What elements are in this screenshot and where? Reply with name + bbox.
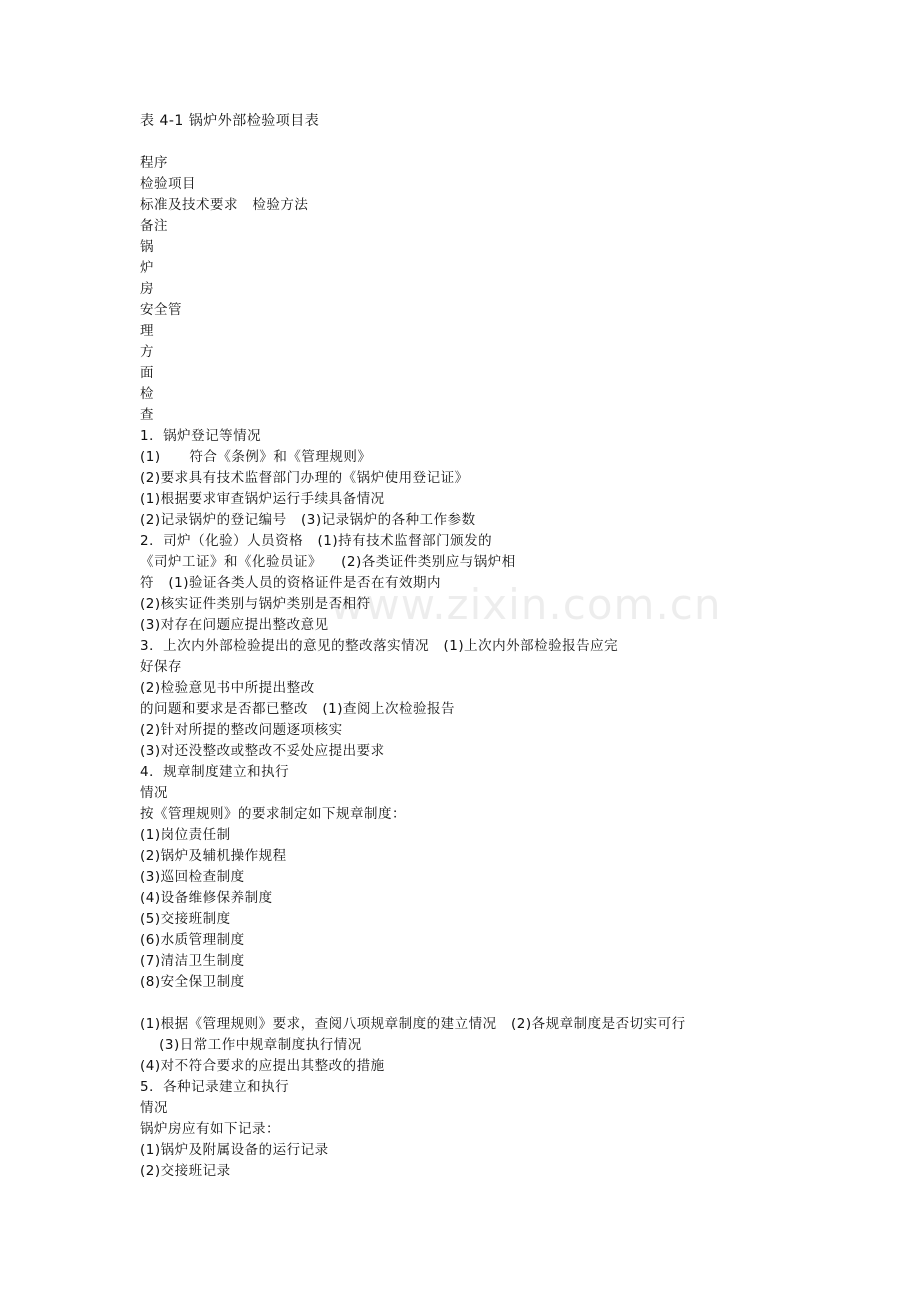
text-line: 面 — [140, 365, 154, 381]
text-line: 的问题和要求是否都已整改 (1)查阅上次检验报告 — [140, 701, 455, 717]
text-line: 1．锅炉登记等情况 — [140, 428, 262, 444]
text-line: (1)锅炉及附属设备的运行记录 — [140, 1142, 329, 1158]
text-line: 检验项目 — [140, 176, 196, 192]
text-line: 程序 — [140, 155, 168, 171]
text-line: (4)对不符合要求的应提出其整改的措施 — [140, 1058, 385, 1074]
text-line: (8)安全保卫制度 — [140, 974, 245, 990]
text-line: (5)交接班制度 — [140, 911, 231, 927]
text-line: (2)交接班记录 — [140, 1163, 231, 1179]
text-line: (1) 符合《条例》和《管理规则》 — [140, 449, 372, 465]
text-line: 情况 — [140, 785, 168, 801]
text-line: 锅炉房应有如下记录： — [140, 1121, 280, 1137]
blank-line — [140, 993, 800, 1014]
text-line: (1)根据《管理规则》要求，查阅八项规章制度的建立情况 (2)各规章制度是否切实可行 — [140, 1016, 686, 1032]
text-line: 方 — [140, 344, 154, 360]
text-line: 按《管理规则》的要求制定如下规章制度： — [140, 806, 406, 822]
text-line: 炉 — [140, 260, 154, 276]
text-line: 4．规章制度建立和执行 — [140, 764, 290, 780]
text-line: (2)锅炉及辅机操作规程 — [140, 848, 287, 864]
text-line: (7)清洁卫生制度 — [140, 953, 245, 969]
text-line: 房 — [140, 281, 154, 297]
text-line: (6)水质管理制度 — [140, 932, 245, 948]
text-line: (3)巡回检查制度 — [140, 869, 245, 885]
text-line: (3)对还没整改或整改不妥处应提出要求 — [140, 743, 385, 759]
text-line: 好保存 — [140, 659, 182, 675]
text-line: 3．上次内外部检验提出的意见的整改落实情况 (1)上次内外部检验报告应完 — [140, 638, 619, 654]
text-line: 锅 — [140, 239, 154, 255]
text-line: 查 — [140, 407, 154, 423]
text-line: 检 — [140, 386, 154, 402]
text-line: (3)对存在问题应提出整改意见 — [140, 617, 329, 633]
text-line: (3)日常工作中规章制度执行情况 — [140, 1037, 362, 1053]
text-line: 安全管 — [140, 302, 182, 318]
text-line: (1)岗位责任制 — [140, 827, 231, 843]
text-line: 符 (1)验证各类人员的资格证件是否在有效期内 — [140, 575, 441, 591]
text-line: 备注 — [140, 218, 168, 234]
text-line: 《司炉工证》和《化验员证》 (2)各类证件类别应与锅炉相 — [140, 554, 516, 570]
text-line: (2)核实证件类别与锅炉类别是否相符 — [140, 596, 371, 612]
text-line: (4)设备维修保养制度 — [140, 890, 273, 906]
text-line: 5．各种记录建立和执行 — [140, 1079, 290, 1095]
text-line: 情况 — [140, 1100, 168, 1116]
text-line: (2)记录锅炉的登记编号 (3)记录锅炉的各种工作参数 — [140, 512, 476, 528]
watermark: www.zixin.com.cn — [330, 580, 722, 629]
text-line: (1)根据要求审查锅炉运行手续具备情况 — [140, 491, 385, 507]
document-body — [140, 153, 800, 1182]
text-line: (2)针对所提的整改问题逐项核实 — [140, 722, 343, 738]
text-line: (2)检验意见书中所提出整改 — [140, 680, 315, 696]
text-line: (2)要求具有技术监督部门办理的《锅炉使用登记证》 — [140, 470, 469, 486]
text-line: 标准及技术要求 检验方法 — [140, 197, 309, 213]
text-line: 理 — [140, 323, 154, 339]
table-title: 表 4-1 锅炉外部检验项目表 — [140, 113, 320, 129]
text-line: 2．司炉（化验）人员资格 (1)持有技术监督部门颁发的 — [140, 533, 493, 549]
